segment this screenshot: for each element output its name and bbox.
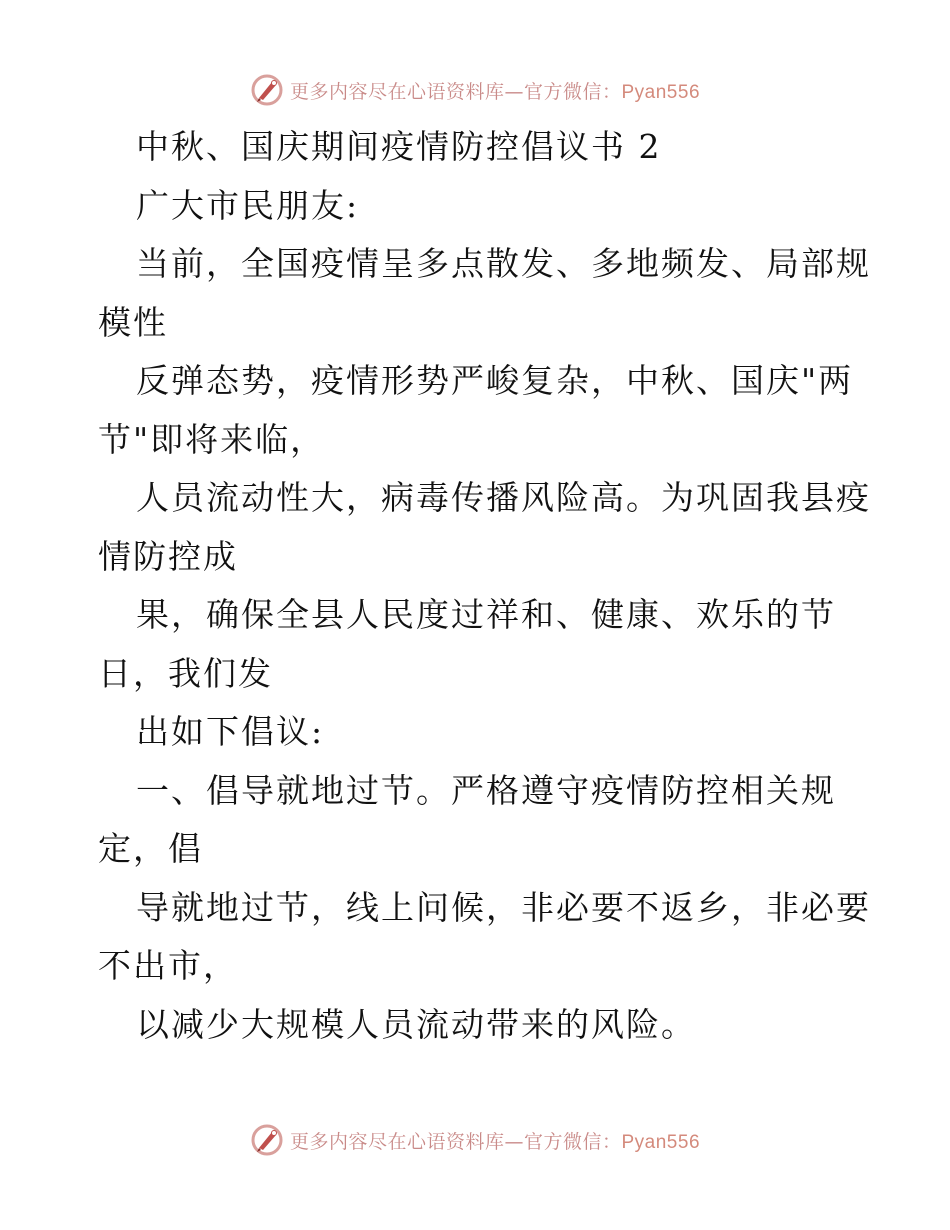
paragraph-line: 以减少大规模人员流动带来的风险。 — [136, 1004, 696, 1044]
footer-watermark — [0, 1118, 950, 1162]
watermark-handle: Pyan556 — [621, 81, 701, 103]
watermark-text — [290, 77, 700, 104]
paragraph-line: 节"即将来临， — [98, 419, 326, 459]
watermark-text — [290, 1127, 700, 1154]
paragraph-line: 定，倡 — [98, 829, 203, 868]
quill-pen-logo-icon — [250, 73, 284, 107]
watermark-wechat-label: 官方微信： — [523, 1130, 622, 1153]
watermark-separator: — — [504, 80, 524, 103]
watermark-separator: — — [504, 1130, 524, 1153]
paragraph-line: 出如下倡议: — [136, 712, 325, 751]
paragraph-line: 不出市， — [98, 946, 238, 985]
paragraph-line: 反弹态势，疫情形势严峻复杂，中秋、国庆"两 — [136, 361, 854, 400]
paragraph-line: 导就地过节，线上问候，非必要不返乡，非必要 — [136, 887, 871, 927]
header-watermark — [0, 68, 950, 112]
watermark-wechat-label: 官方微信： — [523, 80, 622, 103]
watermark-site-text: 更多内容尽在心语资料库 — [289, 80, 505, 103]
paragraph-line: 果，确保全县人民度过祥和、健康、欢乐的节 — [136, 595, 836, 634]
watermark-handle: Pyan556 — [621, 1131, 701, 1153]
document-body — [98, 118, 871, 1054]
salutation: 广大市民朋友: — [136, 185, 360, 225]
paragraph-line: 一、倡导就地过节。严格遵守疫情防控相关规 — [136, 770, 836, 810]
watermark-site-text: 更多内容尽在心语资料库 — [289, 1130, 505, 1153]
paragraph-line: 日，我们发 — [98, 653, 273, 693]
quill-pen-logo-icon — [250, 1123, 284, 1157]
paragraph-line: 情防控成 — [98, 536, 238, 576]
paragraph-line: 模性 — [98, 302, 168, 342]
document-title: 中秋、国庆期间疫情防控倡议书 2 — [136, 127, 662, 166]
paragraph-line: 人员流动性大，病毒传播风险高。为巩固我县疫 — [136, 478, 871, 517]
paragraph-line: 当前，全国疫情呈多点散发、多地频发、局部规 — [136, 244, 871, 283]
